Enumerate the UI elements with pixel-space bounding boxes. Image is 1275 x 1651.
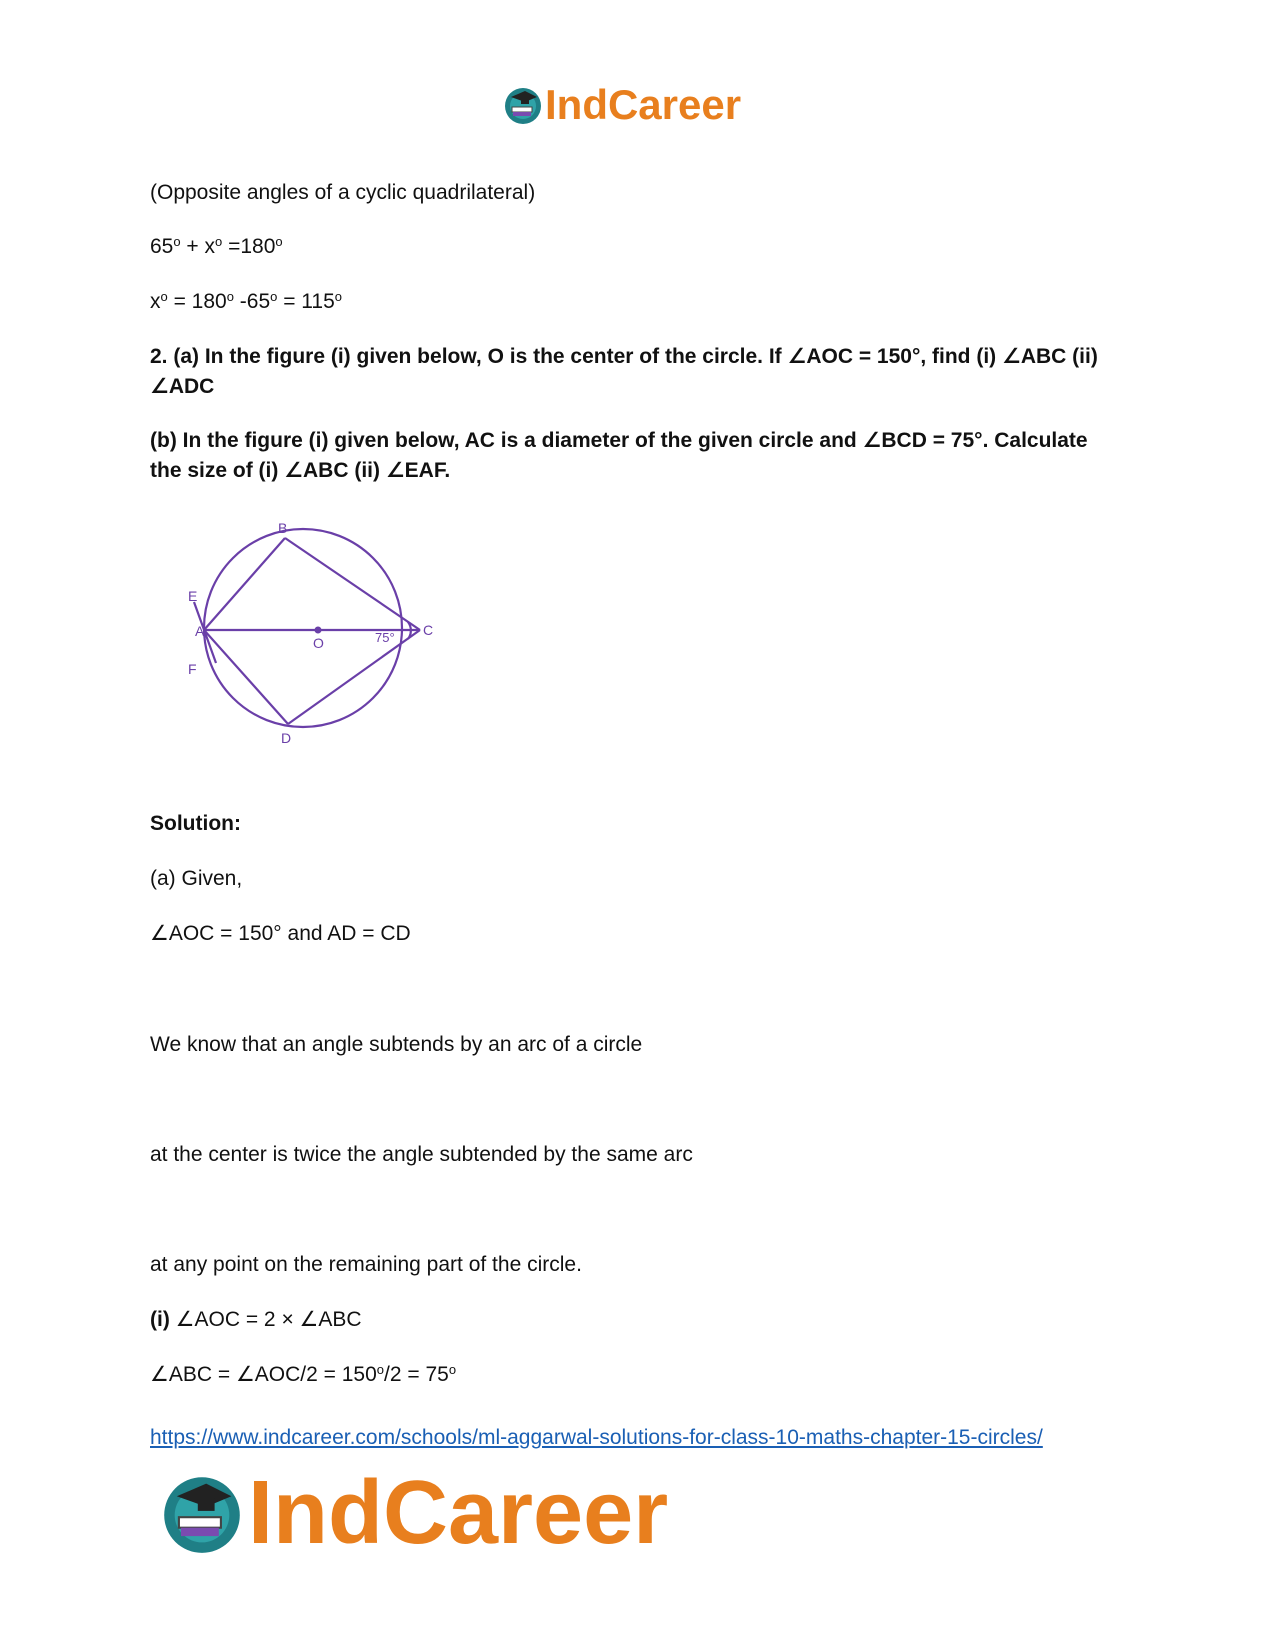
chord-ab: [204, 538, 285, 630]
degree-mark: o: [173, 234, 181, 249]
degree-mark: o: [226, 289, 234, 304]
question-2b: (b) In the figure (i) given below, AC is a diameter of the given circle and ∠BCD = 75°. Calculate the size of (i) ∠ABC (ii) ∠EAF.: [150, 429, 1088, 482]
degree-mark: o: [275, 234, 283, 249]
equation-part: + x: [180, 235, 216, 258]
indcareer-logo-top: [503, 80, 741, 130]
text-line: ∠AOC = 150° and AD = CD: [150, 922, 411, 945]
equation-part: =180: [222, 235, 276, 258]
equation-part: -65: [233, 290, 271, 313]
text-line: We know that an angle subtends by an arc of a circle: [150, 1033, 643, 1056]
label-o: O: [313, 635, 324, 651]
equation-line: [150, 1305, 362, 1335]
equation-part: x: [150, 290, 161, 313]
source-link[interactable]: https://www.indcareer.com/schools/ml-aggarwal-solutions-for-class-10-maths-chapter-15-circles/: [150, 1426, 1043, 1449]
text-line: at any point on the remaining part of the circle.: [150, 1253, 582, 1276]
label-a: A: [195, 623, 205, 639]
degree-mark: o: [270, 289, 278, 304]
equation-part: ∠AOC = 2 × ∠ABC: [169, 1308, 362, 1331]
label-f: F: [188, 661, 197, 677]
indcareer-logo-bottom: [160, 1463, 669, 1563]
degree-mark: o: [215, 234, 223, 249]
label-angle: 75°: [375, 630, 395, 645]
label-c: C: [423, 622, 434, 638]
logo-text: IndCareer: [248, 1463, 669, 1563]
circle-figure: [180, 515, 450, 745]
text-line: at the center is twice the angle subtended by the same arc: [150, 1143, 693, 1166]
chord-dc: [288, 630, 420, 724]
solution-heading: Solution:: [150, 812, 241, 835]
graduation-globe-icon: [160, 1471, 244, 1555]
question-2a: 2. (a) In the figure (i) given below, O is the center of the circle. If ∠AOC = 150°, find (i) ∠ABC (ii) ∠ADC: [150, 345, 1098, 398]
center-point: [315, 627, 322, 634]
degree-mark: o: [160, 289, 168, 304]
degree-mark: o: [334, 289, 343, 304]
equation-part: /2 = 75: [384, 1363, 449, 1386]
degree-mark: o: [448, 1362, 457, 1377]
equation-line: [150, 287, 342, 317]
equation-part: = 115: [277, 290, 335, 313]
label-d: D: [281, 730, 292, 745]
equation-part: = 180: [167, 290, 227, 313]
label-e: E: [188, 588, 198, 604]
circle: [204, 529, 402, 727]
text-line: (Opposite angles of a cyclic quadrilateral): [150, 181, 536, 204]
text-line: (a) Given,: [150, 867, 243, 890]
equation-part: ∠ABC = ∠AOC/2 = 150: [150, 1363, 377, 1386]
label-b: B: [278, 520, 288, 536]
graduation-globe-icon: [503, 85, 543, 125]
degree-mark: o: [376, 1362, 384, 1377]
equation-part: 65: [150, 235, 174, 258]
logo-text: IndCareer: [545, 81, 742, 128]
step-label: (i): [150, 1308, 170, 1331]
equation-line: [150, 1360, 456, 1390]
chord-bc: [285, 538, 420, 630]
equation-line: [150, 232, 283, 262]
